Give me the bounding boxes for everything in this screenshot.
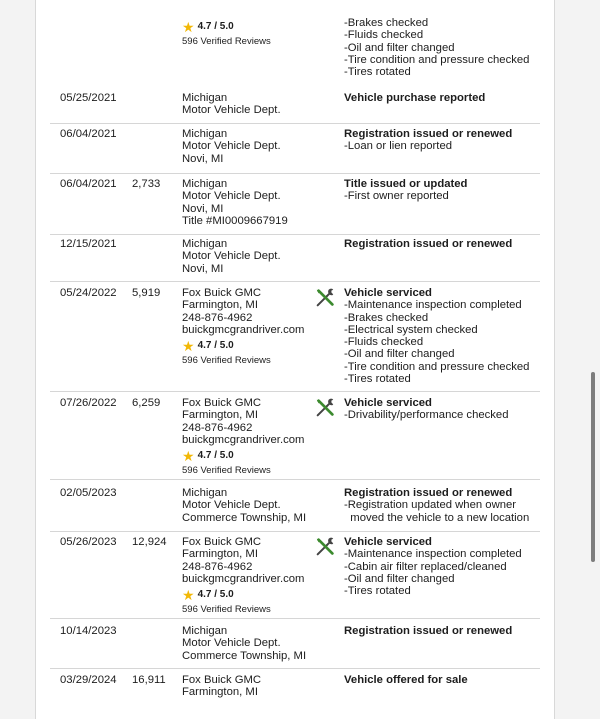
record-mileage: 16,911: [132, 674, 166, 686]
record-detail-item: -Fluids checked: [344, 336, 424, 349]
history-record: [50, 397, 540, 480]
source-line: Fox Buick GMC: [182, 536, 262, 548]
history-record: [50, 92, 540, 124]
record-details: [344, 397, 544, 422]
source-line[interactable]: buickgmcgrandriver.com: [182, 433, 305, 446]
verified-reviews-link[interactable]: 596 Verified Reviews: [182, 604, 271, 616]
record-detail-item: -Maintenance inspection completed: [344, 299, 522, 312]
record-detail-item: -First owner reported: [344, 190, 449, 203]
record-source: [182, 238, 332, 275]
record-title: Vehicle purchase reported: [344, 92, 486, 104]
record-title: Vehicle offered for sale: [344, 674, 468, 686]
source-line: Michigan: [182, 487, 228, 499]
source-line: Fox Buick GMC: [182, 674, 262, 686]
source-line: Motor Vehicle Dept.: [182, 104, 281, 117]
history-record: [50, 287, 540, 392]
vertical-scrollbar[interactable]: [591, 372, 595, 562]
record-source: [182, 536, 332, 616]
record-source: [182, 17, 332, 48]
source-line: Farmington, MI: [182, 686, 258, 699]
star-icon: ★: [182, 19, 195, 35]
star-icon: ★: [182, 338, 195, 355]
verified-reviews-link[interactable]: 596 Verified Reviews: [182, 36, 271, 47]
record-detail-item: -Tires rotated: [344, 585, 411, 598]
record-title: Vehicle serviced: [344, 536, 432, 548]
source-line: Commerce Township, MI: [182, 649, 307, 662]
source-line: Novi, MI: [182, 202, 224, 215]
dealer-rating: [182, 449, 332, 463]
source-line: Fox Buick GMC: [182, 287, 262, 299]
record-source: [182, 128, 332, 165]
record-details: [344, 92, 544, 104]
history-record: [50, 625, 540, 669]
record-date: 03/29/2024: [60, 674, 117, 686]
record-title: Registration issued or renewed: [344, 487, 513, 499]
record-mileage: 6,259: [132, 397, 161, 409]
source-line: Motor Vehicle Dept.: [182, 499, 281, 512]
service-tools-icon: [314, 287, 336, 309]
source-line[interactable]: buickgmcgrandriver.com: [182, 323, 305, 336]
verified-reviews-link[interactable]: 596 Verified Reviews: [182, 355, 271, 367]
rating-value: 4.7 / 5.0: [197, 589, 234, 601]
record-detail-item: -Brakes checked: [344, 17, 429, 29]
record-details: [344, 128, 544, 153]
record-detail-item: -Maintenance inspection completed: [344, 548, 522, 561]
record-detail-item: -Oil and filter changed: [344, 348, 455, 361]
record-date: 06/04/2021: [60, 128, 117, 140]
record-detail-item: -Loan or lien reported: [344, 140, 453, 153]
source-line: Michigan: [182, 178, 228, 190]
record-date: 05/26/2023: [60, 536, 117, 548]
record-title: Registration issued or renewed: [344, 128, 513, 140]
source-line: Novi, MI: [182, 152, 224, 165]
star-icon: ★: [182, 448, 195, 465]
record-detail-item: -Drivability/performance checked: [344, 409, 509, 422]
record-source: [182, 397, 332, 477]
rating-value: 4.7 / 5.0: [197, 20, 234, 32]
history-record: [50, 17, 540, 85]
star-icon: ★: [182, 587, 195, 604]
record-source: [182, 625, 332, 662]
record-date: 06/04/2021: [60, 178, 117, 190]
record-detail-item: -Tires rotated: [344, 66, 411, 79]
record-details: [344, 17, 544, 78]
record-details: [344, 487, 544, 524]
record-title: Registration issued or renewed: [344, 238, 513, 250]
rating-value: 4.7 / 5.0: [197, 450, 234, 462]
record-mileage: 5,919: [132, 287, 161, 299]
source-line[interactable]: buickgmcgrandriver.com: [182, 572, 305, 585]
source-line: Michigan: [182, 238, 228, 250]
history-record: [50, 178, 540, 235]
record-date: 12/15/2021: [60, 238, 117, 250]
record-source: [182, 92, 332, 117]
source-line: 248-876-4962: [182, 421, 253, 434]
source-line: Michigan: [182, 128, 228, 140]
record-mileage: 2,733: [132, 178, 161, 190]
record-date: 05/25/2021: [60, 92, 117, 104]
vehicle-history-table: [35, 0, 555, 719]
service-tools-icon: [314, 397, 336, 419]
record-title: Registration issued or renewed: [344, 625, 513, 637]
record-date: 02/05/2023: [60, 487, 117, 499]
record-mileage: 12,924: [132, 536, 167, 548]
record-title: Vehicle serviced: [344, 397, 432, 409]
source-line: Farmington, MI: [182, 548, 258, 561]
record-title: Title issued or updated: [344, 178, 468, 190]
history-record: [50, 128, 540, 174]
history-record: [50, 536, 540, 619]
dealer-rating: [182, 588, 332, 602]
record-detail-item: -Tire condition and pressure checked: [344, 53, 530, 66]
source-line: Motor Vehicle Dept.: [182, 250, 281, 263]
rating-value: 4.7 / 5.0: [197, 340, 234, 352]
source-line: Motor Vehicle Dept.: [182, 637, 281, 650]
record-detail-item: -Cabin air filter replaced/cleaned: [344, 560, 507, 573]
record-details: [344, 238, 544, 250]
record-detail-item: -Tires rotated: [344, 373, 411, 386]
source-line: Michigan: [182, 92, 228, 104]
record-detail-item: -Registration updated when owner: [344, 499, 517, 512]
record-detail-item: -Fluids checked: [344, 29, 424, 42]
record-details: [344, 287, 544, 385]
dealer-rating: [182, 339, 332, 353]
source-line: Michigan: [182, 625, 228, 637]
record-details: [344, 674, 544, 686]
record-details: [344, 178, 544, 203]
record-date: 05/24/2022: [60, 287, 117, 299]
source-line: Commerce Township, MI: [182, 511, 307, 524]
dealer-rating: [182, 20, 332, 34]
record-detail-item: -Brakes checked: [344, 311, 429, 324]
source-line: Novi, MI: [182, 262, 224, 275]
record-date: 10/14/2023: [60, 625, 117, 637]
source-line: 248-876-4962: [182, 560, 253, 573]
verified-reviews-link[interactable]: 596 Verified Reviews: [182, 465, 271, 477]
history-record: [50, 487, 540, 532]
record-title: Vehicle serviced: [344, 287, 432, 299]
source-line: Farmington, MI: [182, 299, 258, 312]
record-source: [182, 674, 332, 699]
record-detail-item: -Electrical system checked: [344, 323, 478, 336]
record-details: [344, 625, 544, 637]
source-line: Farmington, MI: [182, 409, 258, 422]
record-detail-item: -Oil and filter changed: [344, 41, 455, 54]
service-tools-icon: [314, 536, 336, 558]
history-record: [50, 674, 540, 719]
source-line: Title #MI0009667919: [182, 214, 288, 227]
record-source: [182, 178, 332, 227]
record-source: [182, 287, 332, 367]
source-line: Fox Buick GMC: [182, 397, 262, 409]
history-record: [50, 238, 540, 282]
source-line: 248-876-4962: [182, 311, 253, 324]
source-line: Motor Vehicle Dept.: [182, 140, 281, 153]
record-details: [344, 536, 544, 597]
source-line: Motor Vehicle Dept.: [182, 190, 281, 203]
record-detail-item: moved the vehicle to a new location: [344, 511, 530, 524]
record-source: [182, 487, 332, 524]
record-detail-item: -Oil and filter changed: [344, 572, 455, 585]
record-detail-item: -Tire condition and pressure checked: [344, 360, 530, 373]
record-date: 07/26/2022: [60, 397, 117, 409]
